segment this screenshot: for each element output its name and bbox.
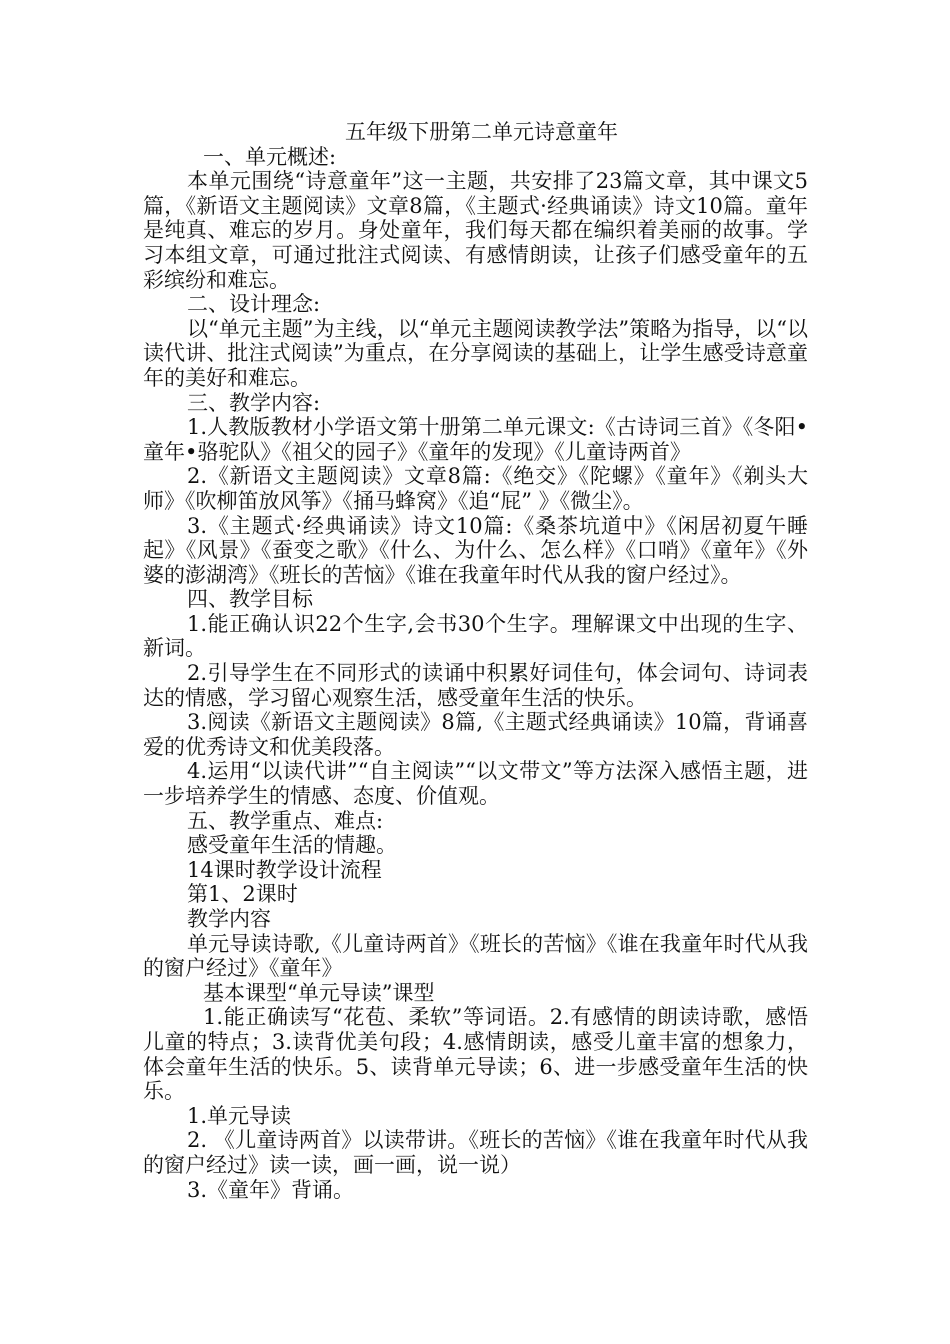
paragraph: 以“单元主题”为主线，以“单元主题阅读教学法”策略为指导，以“以读代讲、批注式阅读”为重点，在分享阅读的基础上，让学生感受诗意童年的美好和难忘。 xyxy=(143,316,808,390)
document-body xyxy=(143,145,808,1203)
paragraph: 1.单元导读 xyxy=(187,1103,292,1128)
paragraph: 1.能正确读写“花苞、柔软”等词语。2.有感情的朗读诗歌，感悟儿童的特点；3.读背优美句段；4.感情朗读，感受儿童丰富的想象力，体会童年生活的快乐。5、读背单元导读；6、进一步感受童年生活的快乐。 xyxy=(143,1005,808,1104)
paragraph: 1.能正确认识22个生字,会书30个生字。理解课文中出现的生字、新词。 xyxy=(143,611,808,661)
paragraph: 4.运用“以读代讲”“自主阅读”“以文带文”等方法深入感悟主题，进一步培养学生的情感、态度、价值观。 xyxy=(143,759,808,809)
paragraph: 教学内容 xyxy=(187,907,271,931)
paragraph: 感受童年生活的情趣。 xyxy=(187,833,397,858)
paragraph: 3.《主题式·经典诵读》诗文10篇:《桑茶坑道中》《闲居初夏午睡起》《风景》《蚕变之歌》《什么、为什么、怎么样》《口哨》《童年》《外婆的澎湖湾》《班长的苦恼》《谁在我童年时代从我的窗户经过》。 xyxy=(143,513,808,587)
paragraph: 单元导读诗歌,《儿童诗两首》《班长的苦恼》《谁在我童年时代从我的窗户经过》《童年》 xyxy=(143,931,808,981)
paragraph: 二、设计理念: xyxy=(187,292,321,317)
paragraph: 四、教学目标 xyxy=(187,587,313,612)
paragraph: 1.人教版教材小学语文第十册第二单元课文:《古诗词三首》《冬阳•童年•骆驼队》《祖父的园子》《童年的发现》《儿童诗两首》 xyxy=(143,415,808,464)
paragraph: 2.《新语文主题阅读》文章8篇:《绝交》《陀螺》《童年》《剃头大师》《吹柳笛放风筝》《捅马蜂窝》《追“屁” 》《微尘》。 xyxy=(143,464,808,513)
paragraph: 三、教学内容: xyxy=(187,390,321,415)
document-title: 五年级下册第二单元诗意童年 xyxy=(345,120,618,144)
paragraph: 五、教学重点、难点: xyxy=(187,808,384,833)
document-page xyxy=(143,120,808,1202)
paragraph: 一、单元概述: xyxy=(203,144,337,169)
paragraph: 第1、2课时 xyxy=(187,882,298,907)
paragraph: 2.引导学生在不同形式的读诵中积累好词佳句，体会词句、诗词表达的情感，学习留心观察生活，感受童年生活的快乐。 xyxy=(143,661,808,710)
paragraph: 3.《童年》背诵。 xyxy=(187,1177,355,1202)
paragraph: 本单元围绕“诗意童年”这一主题，共安排了23篇文章，其中课文5篇，《新语文主题阅读》文章8篇，《主题式·经典诵读》诗文10篇。童年是纯真、难忘的岁月。身处童年，我们每天都在编织着美丽的故事。学习本组文章，可通过批注式阅读、有感情朗读，让孩子们感受童年的五彩缤纷和难忘。 xyxy=(143,169,808,292)
paragraph: 基本课型“单元导读”课型 xyxy=(203,980,435,1005)
paragraph: 14课时教学设计流程 xyxy=(187,857,382,882)
paragraph: 3.阅读《新语文主题阅读》8篇,《主题式经典诵读》10篇，背诵喜爱的优秀诗文和优美段落。 xyxy=(143,710,808,759)
paragraph: 2. 《儿童诗两首》以读带讲。《班长的苦恼》《谁在我童年时代从我的窗户经过》读一读，画一画，说一说） xyxy=(143,1128,808,1177)
